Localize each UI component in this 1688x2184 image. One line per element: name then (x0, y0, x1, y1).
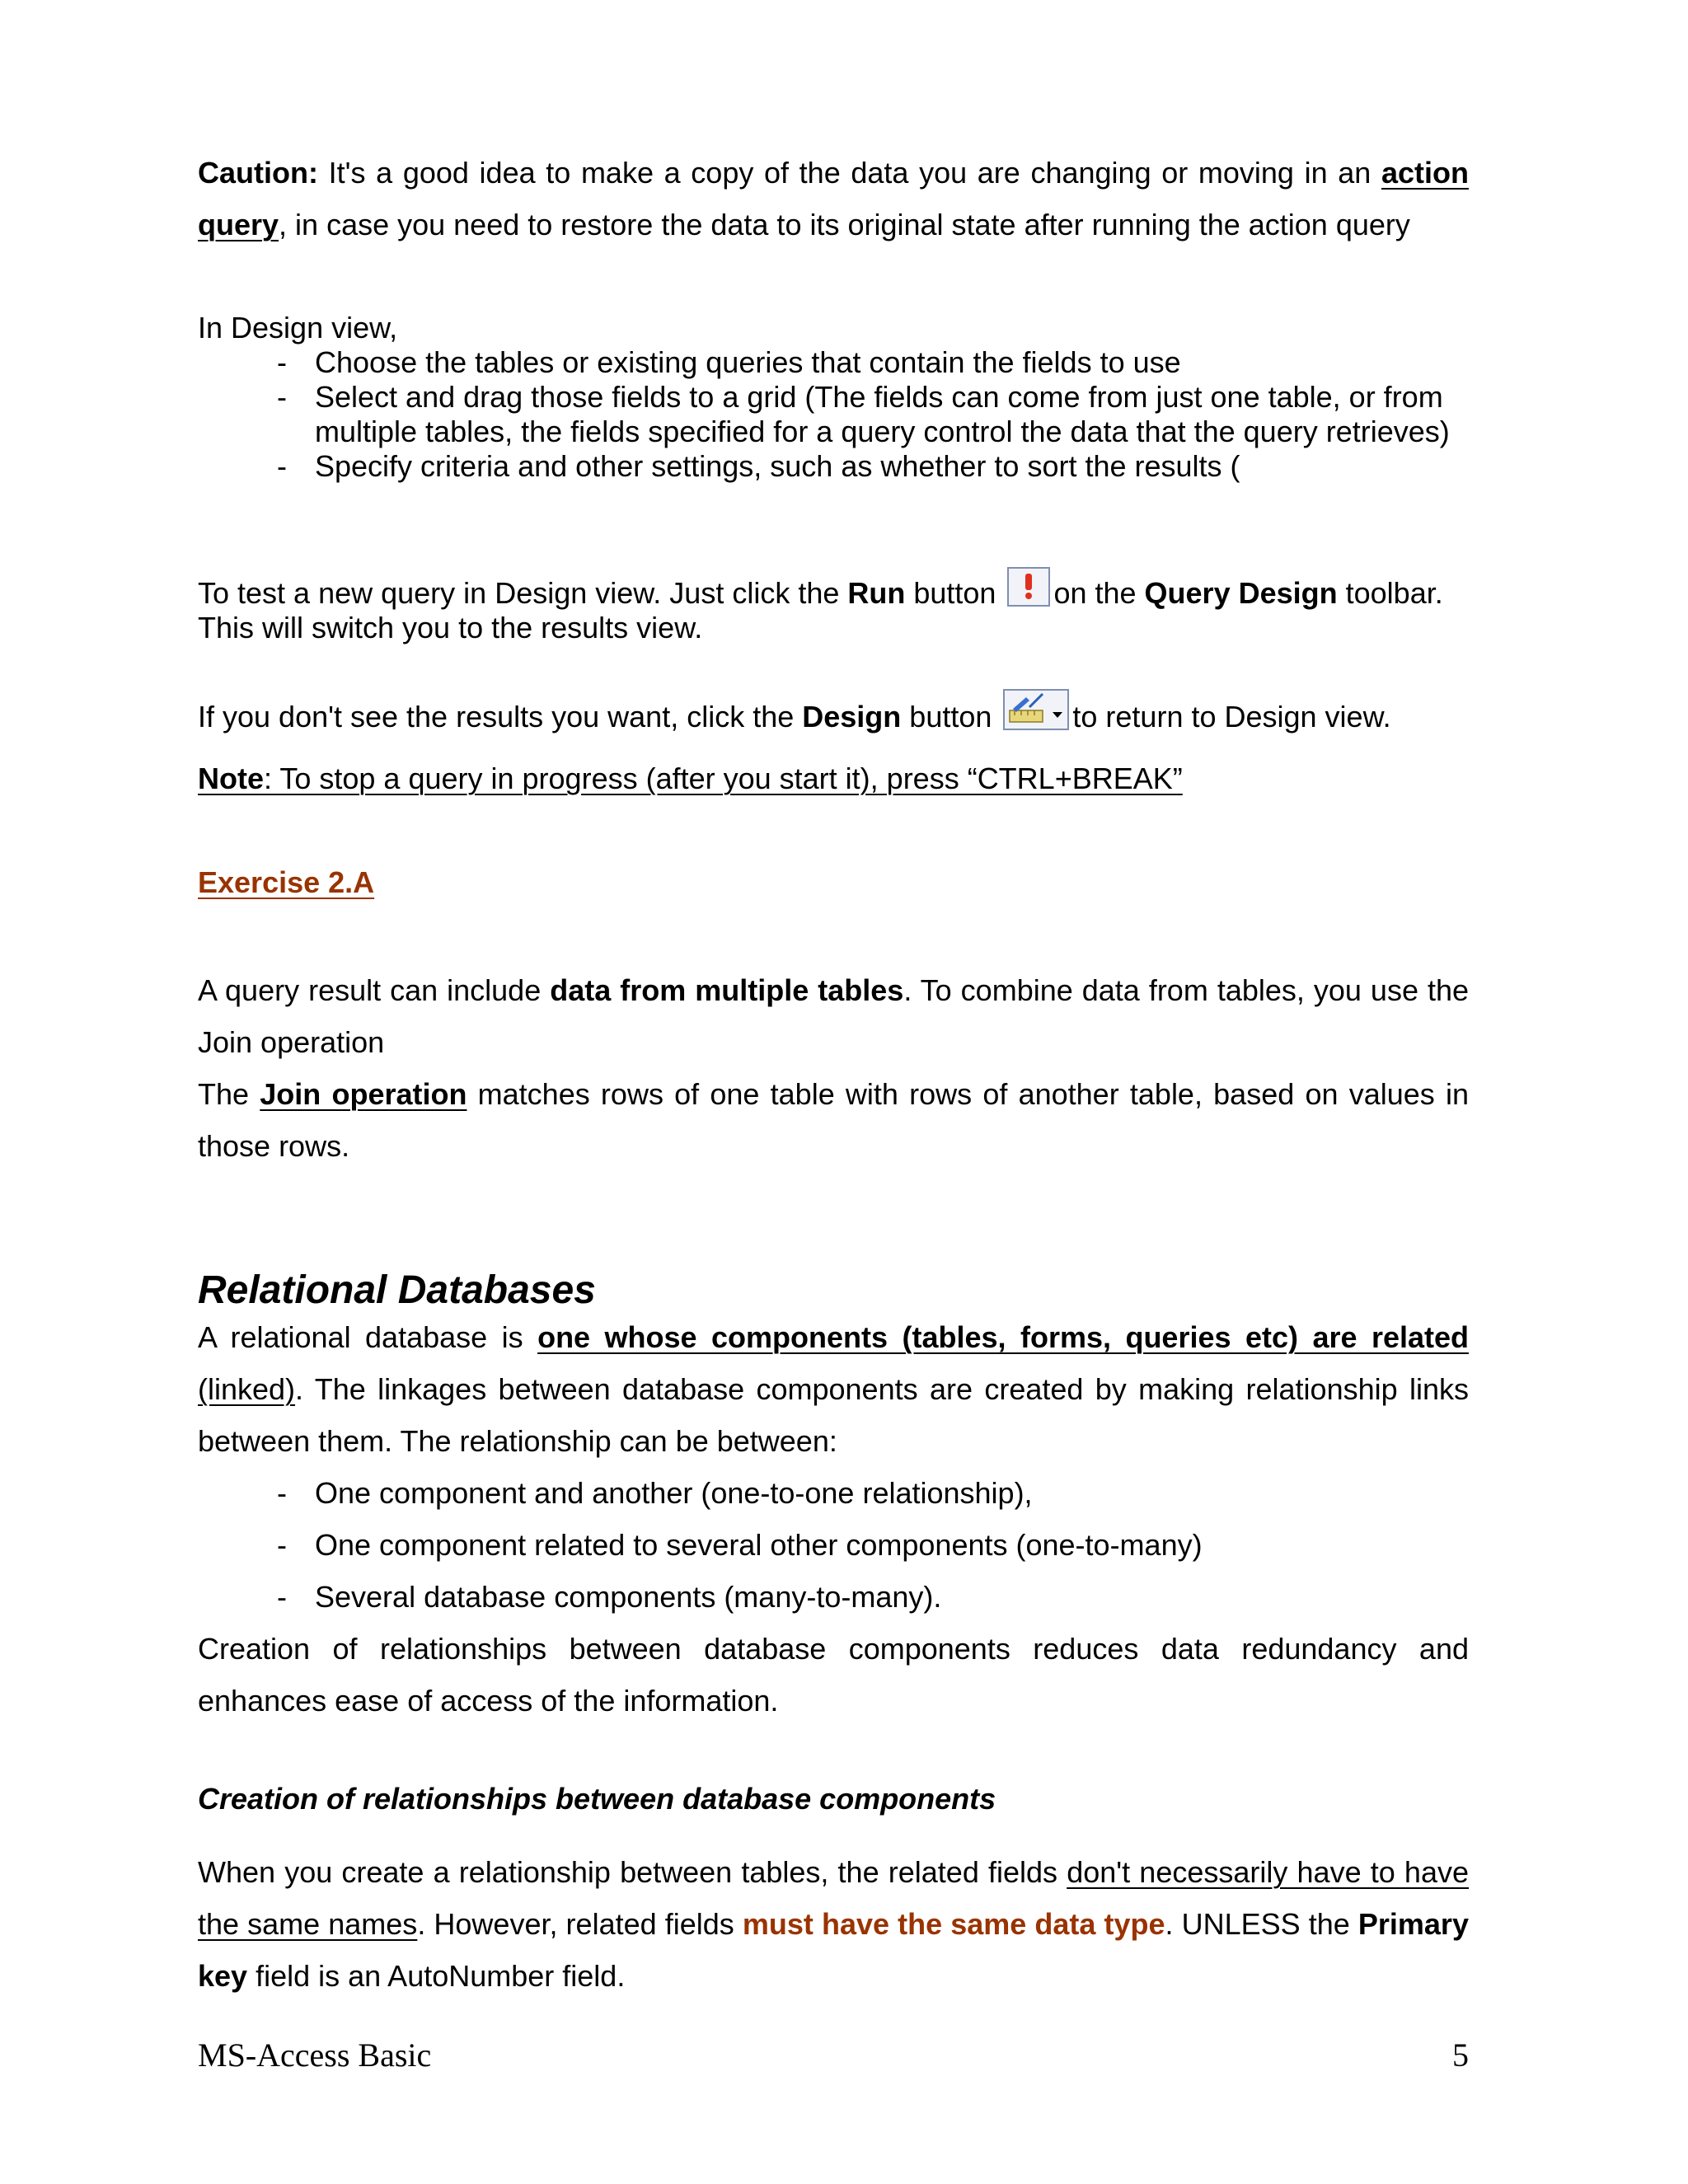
join-paragraph (198, 964, 1469, 1172)
query-design-label: Query Design (1144, 576, 1338, 610)
design-label: Design (802, 700, 902, 733)
design-step-3: - Specify criteria and other settings, such as whether to sort the results ( (315, 449, 1469, 484)
footer-title: MS-Access Basic (198, 2036, 432, 2074)
creation-same-names: don't necessarily have to have the same names (198, 1855, 1469, 1941)
design-view-icon[interactable] (1003, 689, 1069, 730)
relational-linked: (linked) (198, 1372, 296, 1406)
join-text-1: A query result can include (198, 973, 551, 1007)
relationship-type-3: - Several database components (many-to-many). (315, 1571, 1469, 1623)
design-step-2: - Select and drag those fields to a grid (The fields can come from just one table, or from multiple tables, the fields specified for a query control the data that the query retrieves) (315, 380, 1469, 449)
join-paragraph-1 (198, 964, 1469, 1068)
note-paragraph (198, 762, 1469, 796)
relational-definition: one whose components (tables, forms, queries etc) are related (537, 1320, 1469, 1354)
primary-key-label: Primary key (198, 1907, 1469, 1993)
relational-intro (198, 1311, 1469, 1467)
exercise-heading (198, 865, 1469, 900)
join-text-3: The (198, 1077, 260, 1111)
page-number: 5 (1452, 2036, 1469, 2074)
design-step-1: - Choose the tables or existing queries that contain the fields to use (315, 345, 1469, 380)
relationship-type-1: - One component and another (one-to-one relationship), (315, 1467, 1469, 1519)
run-label: Run (847, 576, 906, 610)
relational-text-1: A relational database is (198, 1320, 538, 1354)
run-exclamation-icon[interactable] (1007, 567, 1050, 607)
relational-paragraph (198, 1311, 1469, 1727)
relational-text-2: . The linkages between database components are created by making relationship links between them. The relationship can be between: (198, 1372, 1469, 1458)
test-query-line-2: This will switch you to the results view. (198, 611, 703, 644)
test-query-paragraph (198, 567, 1469, 645)
test-query-text-4: toolbar. (1337, 576, 1443, 610)
relationship-type-2: - One component related to several other components (one-to-many) (315, 1519, 1469, 1571)
design-view-intro: In Design view, (198, 311, 398, 344)
creation-text-1: When you create a relationship between tables, the related fields (198, 1855, 1067, 1889)
creation-paragraph (198, 1846, 1469, 2002)
design-return-text-1: If you don't see the results you want, click the (198, 700, 803, 733)
join-text-4: matches rows of one table with rows of another table, based on values in those rows. (198, 1077, 1469, 1163)
creation-text-3: . UNLESS the (1165, 1907, 1358, 1941)
caution-text-1: It's a good idea to make a copy of the data you are changing or moving in an (317, 156, 1381, 190)
design-view-steps (198, 345, 1469, 484)
test-query-text-1: To test a new query in Design view. Just click the (198, 576, 848, 610)
note-label: Note (198, 762, 264, 795)
design-return-text-2: button (901, 700, 1001, 733)
action-query-link[interactable]: action query (198, 156, 1469, 241)
creation-text-4: field is an AutoNumber field. (247, 1959, 626, 1993)
creation-text-2: . However, related fields (417, 1907, 743, 1941)
caution-text-2: , in case you need to restore the data to its original state after running the action query (279, 208, 1410, 241)
relational-closing: Creation of relationships between database components reduces data redundancy and enhances ease of access of the information. (198, 1632, 1469, 1718)
test-query-text-2: button (905, 576, 1005, 610)
relational-databases-heading: Relational Databases (198, 1268, 596, 1312)
test-query-text-3: on the (1053, 576, 1145, 610)
caution-paragraph (198, 147, 1469, 251)
join-bold: data from multiple tables (550, 973, 904, 1007)
join-operation-link[interactable]: Join operation (260, 1077, 467, 1111)
join-paragraph-2 (198, 1068, 1469, 1172)
join-text-2: . To combine data from tables, you use the Join operation (198, 973, 1470, 1059)
note-text: : To stop a query in progress (after you start it), press “CTRL+BREAK” (264, 762, 1183, 795)
design-return-paragraph (198, 689, 1469, 734)
design-return-text-3: to return to Design view. (1072, 700, 1391, 733)
creation-data-type: must have the same data type (742, 1907, 1165, 1941)
design-view-section (198, 311, 1469, 484)
exercise-link[interactable]: Exercise 2.A (198, 865, 375, 899)
creation-heading: Creation of relationships between database components (198, 1782, 996, 1816)
relationship-types-list (198, 1467, 1469, 1623)
caution-label: Caution: (198, 156, 318, 190)
